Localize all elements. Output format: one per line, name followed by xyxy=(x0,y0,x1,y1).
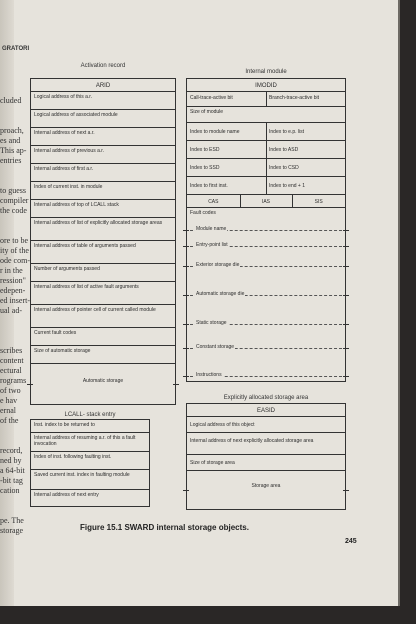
left-text-fragment: edepen- xyxy=(0,286,26,295)
ar-storage-label: Automatic storage xyxy=(82,378,124,384)
im-tick-left xyxy=(183,246,189,247)
lcall-field xyxy=(31,452,149,470)
ar-field xyxy=(31,305,175,328)
left-text-fragment: ned by xyxy=(0,456,22,465)
ar-field-label: Number of arguments passed xyxy=(34,266,100,272)
im-tick-left xyxy=(183,295,189,296)
left-text-fragment: proach, xyxy=(0,126,24,135)
im-dashed-section xyxy=(187,312,345,336)
left-text-fragment: cation xyxy=(0,486,20,495)
lcall-field-label: Inst. index to be returned to xyxy=(34,422,95,428)
es-storage-label: Storage area xyxy=(251,483,281,489)
lcall-field-label: Saved current inst. index in faulting module xyxy=(34,472,130,478)
ar-field-label: Current fault codes xyxy=(34,330,77,336)
activation-record-title: Activation record xyxy=(80,63,126,69)
im-section-label: Automatic storage die xyxy=(196,291,245,297)
ar-field-label: Size of automatic storage xyxy=(34,348,91,354)
es-tick-left xyxy=(183,490,189,491)
left-text-fragment: This ap- xyxy=(0,146,27,155)
ar-field xyxy=(31,264,175,282)
ar-field-label: Logical address of associated module xyxy=(34,112,118,118)
left-text-fragment: ression" xyxy=(0,276,26,285)
left-text-fragment: to guess xyxy=(0,186,26,195)
left-text-fragment: storage xyxy=(0,526,24,535)
left-text-fragment: es and xyxy=(0,136,21,145)
left-text-fragment: ed insert- xyxy=(0,296,30,305)
es-tick-right xyxy=(343,490,349,491)
im-tick-right xyxy=(343,295,349,296)
left-text-fragment: of the xyxy=(0,416,19,425)
im-cell: Index to CSD xyxy=(269,165,299,171)
ar-field xyxy=(31,218,175,241)
ar-field xyxy=(31,346,175,364)
figure-caption: Figure 15.1 SWARD internal storage objects. xyxy=(80,523,249,532)
explicit-storage-title: Explicitly allocated storage area xyxy=(223,395,309,401)
im-dashed-section xyxy=(187,222,345,238)
im-tick-right xyxy=(343,324,349,325)
im-cell: Index to module name xyxy=(190,129,240,135)
im-fault-codes-label: Fault codes xyxy=(190,210,216,216)
lcall-title: LCALL- stack entry xyxy=(64,412,116,418)
im-tick-right xyxy=(343,246,349,247)
im-dashed-section xyxy=(187,238,345,254)
left-text-fragment: entries xyxy=(0,156,22,165)
im-cell: Index to SSD xyxy=(190,165,220,171)
im-section-label: Module name xyxy=(196,226,227,232)
im-storage-id: CAS xyxy=(208,199,219,205)
im-tick-right xyxy=(343,266,349,267)
left-text-fragment: cluded xyxy=(0,96,22,105)
im-dashed-section xyxy=(187,360,345,392)
im-section-label: Entry-point list xyxy=(196,242,228,248)
im-dashed-section xyxy=(187,254,345,278)
ar-field xyxy=(31,92,175,110)
left-text-fragment: pe. The xyxy=(0,516,24,525)
ar-field xyxy=(31,110,175,128)
lcall-field-label: Index of inst. following faulting inst. xyxy=(34,454,112,460)
im-tick-right xyxy=(343,348,349,349)
im-tick-left xyxy=(183,376,189,377)
es-field xyxy=(187,433,345,455)
es-storage-area xyxy=(187,471,345,509)
left-text-fragment: ual ad- xyxy=(0,306,22,315)
im-tick-right xyxy=(343,376,349,377)
ar-field-label: Internal address of list of active fault arguments xyxy=(34,284,139,290)
im-cell: Index to ESD xyxy=(190,147,220,153)
ar-storage-tick-left xyxy=(27,384,33,385)
lcall-field xyxy=(31,433,149,452)
left-text-fragment: r in the xyxy=(0,266,23,275)
ar-field xyxy=(31,282,175,305)
ar-automatic-storage xyxy=(31,364,175,404)
ar-field-label: Internal address of next a.r. xyxy=(34,130,95,136)
internal-module-title: Internal module xyxy=(245,69,287,75)
ar-field-label: Internal address of previous a.r. xyxy=(34,148,105,154)
left-text-fragment: of two xyxy=(0,386,21,395)
es-field xyxy=(187,417,345,433)
im-storage-ids-row xyxy=(187,195,345,208)
ar-field-label: Internal address of first a.r. xyxy=(34,166,94,172)
left-text-fragment: ectural xyxy=(0,366,22,375)
lcall-field xyxy=(31,420,149,433)
ar-field-label: Internal address of list of explicitly allocated storage areas xyxy=(34,220,163,226)
es-field-label: Internal address of next explicitly allocated storage area xyxy=(190,438,314,444)
ar-header: ARID xyxy=(31,79,175,92)
lcall-field xyxy=(31,490,149,506)
left-text-fragment: rograms xyxy=(0,376,27,385)
ar-field xyxy=(31,146,175,164)
im-tick-left xyxy=(183,324,189,325)
explicit-storage-diagram xyxy=(186,403,346,510)
im-tick-left xyxy=(183,348,189,349)
running-header-fragment: GRATORI xyxy=(2,46,30,52)
ar-field-label: Internal address of pointer cell of current called module xyxy=(34,307,156,313)
im-tick-right xyxy=(343,230,349,231)
im-storage-id: IAS xyxy=(261,199,271,205)
im-size-row xyxy=(187,107,345,123)
left-text-fragment: record, xyxy=(0,446,23,455)
left-text-fragment: compiler xyxy=(0,196,29,205)
left-text-fragment: ode com- xyxy=(0,256,30,265)
im-cell: Index to e.p. list xyxy=(269,129,305,135)
ar-storage-tick-right xyxy=(173,384,179,385)
im-cell: Index to end + 1 xyxy=(269,183,306,189)
im-section-label: Static storage xyxy=(196,320,227,326)
im-dashed-section xyxy=(187,336,345,360)
lcall-field xyxy=(31,470,149,490)
es-field-label: Size of storage area xyxy=(190,460,235,466)
lcall-stack-entry-diagram xyxy=(30,419,150,507)
im-section-label: Constant storage xyxy=(196,344,235,350)
left-text-fragment: the code xyxy=(0,206,27,215)
im-cell: Call-trace-active bit xyxy=(190,95,233,101)
im-cell-divider xyxy=(240,195,241,207)
im-tick-left xyxy=(183,266,189,267)
ar-field xyxy=(31,328,175,346)
left-text-fragment: a 64-bit xyxy=(0,466,25,475)
im-storage-id: SIS xyxy=(314,199,323,205)
im-size-label: Size of module xyxy=(190,109,224,115)
ar-field xyxy=(31,128,175,146)
lcall-field-label: Internal address of next entry xyxy=(34,492,99,498)
im-cell: Branch-trace-active bit xyxy=(269,95,320,101)
ar-field xyxy=(31,200,175,218)
im-index-row xyxy=(187,159,345,177)
left-text-fragment: ernal xyxy=(0,406,16,415)
im-cell-divider xyxy=(292,195,293,207)
es-header: EASID xyxy=(187,404,345,417)
ar-field-label: Internal address of table of arguments passed xyxy=(34,243,136,249)
internal-module-diagram xyxy=(186,78,346,382)
ar-field-label: Logical address of this a.r. xyxy=(34,94,93,100)
im-tick-left xyxy=(183,230,189,231)
page-number: 245 xyxy=(345,538,357,545)
im-trace-bits-row xyxy=(187,92,345,107)
activation-record-diagram xyxy=(30,78,176,405)
im-index-row xyxy=(187,123,345,141)
es-field-label: Logical address of this object xyxy=(190,422,255,428)
left-text-fragment: e hav xyxy=(0,396,18,405)
im-section-label: Instructions xyxy=(196,372,222,378)
im-fault-codes xyxy=(187,208,345,222)
left-text-fragment: content xyxy=(0,356,24,365)
left-text-fragment: ity of the xyxy=(0,246,29,255)
im-cell: Index to ASD xyxy=(269,147,299,153)
ar-field-label: Index of current inst. in module xyxy=(34,184,103,190)
es-field xyxy=(187,455,345,471)
im-section-label: Exterior storage die xyxy=(196,262,240,268)
im-index-row xyxy=(187,177,345,195)
ar-field xyxy=(31,164,175,182)
left-text-fragment: scribes xyxy=(0,346,23,355)
ar-field xyxy=(31,241,175,264)
im-index-row xyxy=(187,141,345,159)
left-text-fragment: ore to be xyxy=(0,236,28,245)
im-cell: Index to first inst. xyxy=(190,183,228,189)
left-text-fragment: -bit tag xyxy=(0,476,23,485)
lcall-field-label: Internal address of resuming a.r. of this a fault invocation xyxy=(34,435,136,447)
ar-field xyxy=(31,182,175,200)
im-header: IMODID xyxy=(187,79,345,92)
ar-field-label: Internal address of top of LCALL stack xyxy=(34,202,119,208)
im-dashed-section xyxy=(187,278,345,312)
